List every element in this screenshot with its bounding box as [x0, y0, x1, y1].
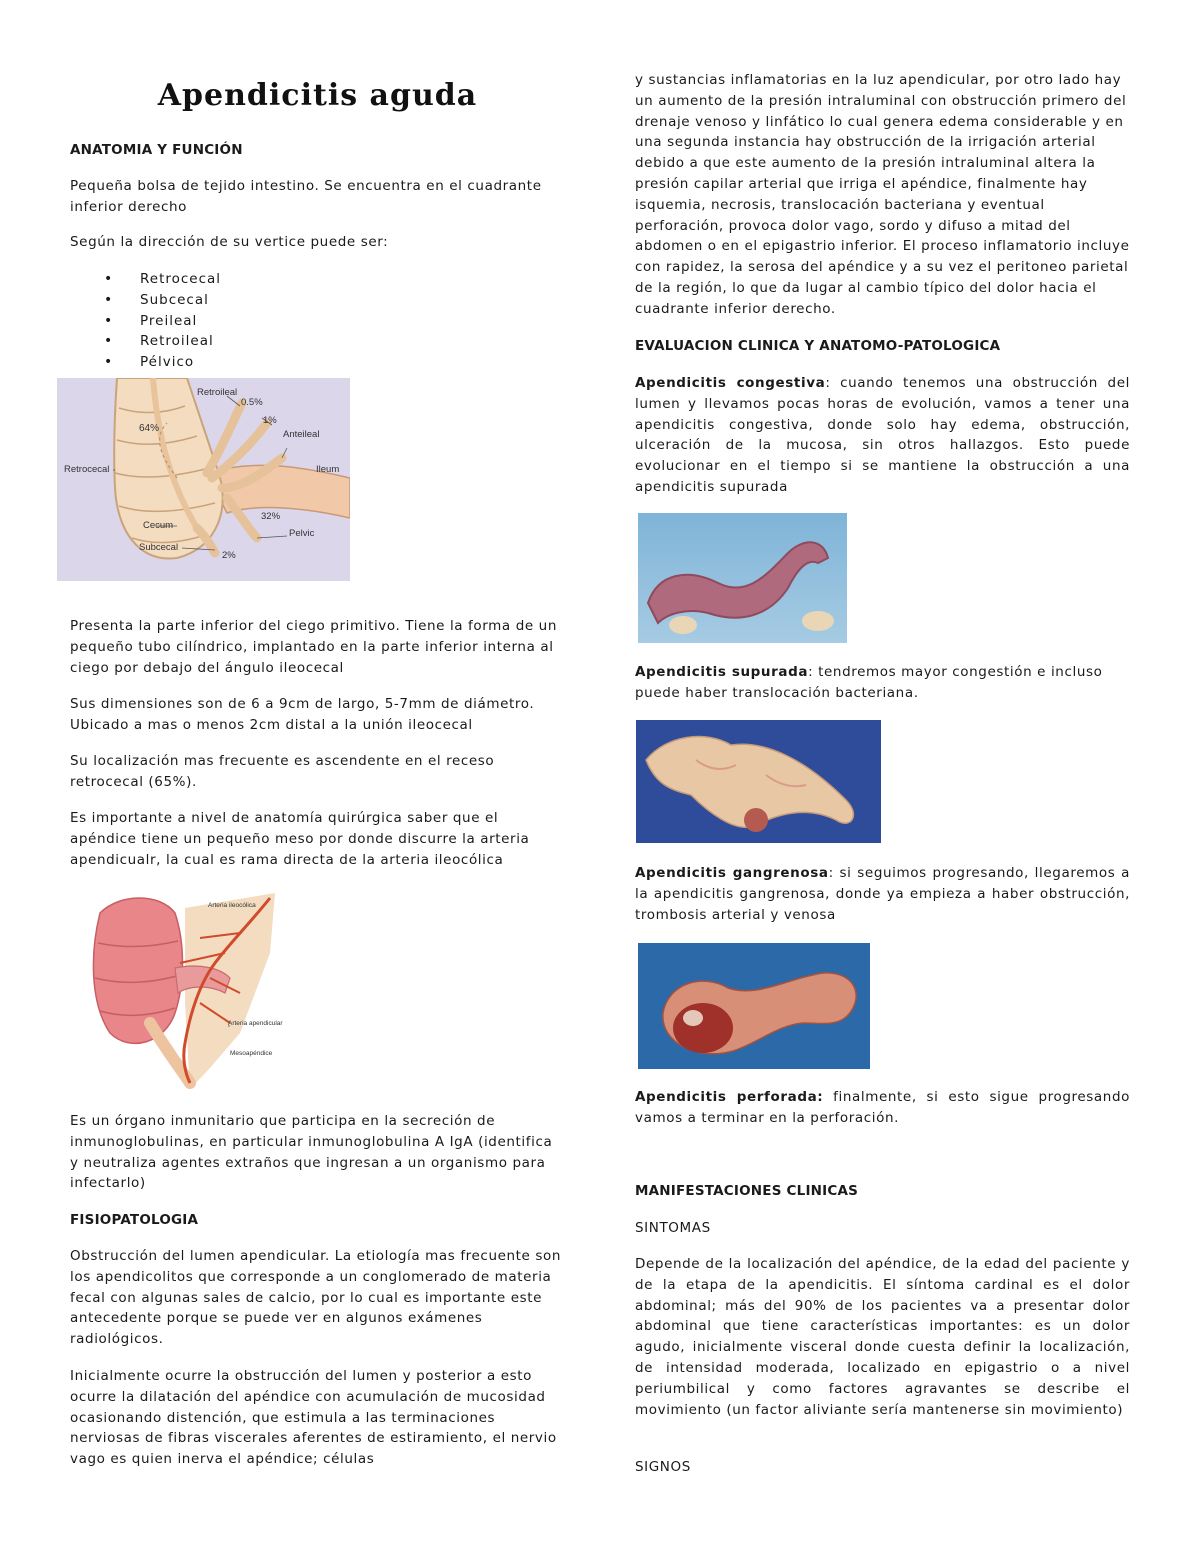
section-heading-evaluacion: EVALUACION CLINICA Y ANATOMO-PATOLOGICA	[635, 338, 1001, 354]
paragraph: Es importante a nivel de anatomía quirúrgica saber que el apéndice tiene un pequeño meso por donde discurre la arteria apendicualr, la cual es rama directa de la arteria ileocólica	[70, 810, 530, 868]
subheading-sintomas: SINTOMAS	[635, 1220, 711, 1236]
appendix-positions-diagram	[57, 378, 350, 581]
list-item: • Preileal	[70, 311, 565, 332]
subheading-signos: SIGNOS	[635, 1459, 691, 1475]
paragraph-congestiva: Apendicitis congestiva: cuando tenemos una obstrucción del lumen y llevamos pocas horas de evolución, vamos a tener una apendicitis congestiva, donde solo hay edema, obstrucción, ulceración de la mucosa, sin otros hallazgos. Esto puede evolucionar en el tiempo si se mantiene la obstrucción a una apendicitis supurada	[635, 375, 1130, 495]
congestive-appendix-image	[638, 513, 847, 643]
paragraph: Presenta la parte inferior del ciego primitivo. Tiene la forma de un pequeño tubo cilíndrico, implantado en la parte inferior interna al ciego por debajo del ángulo ileocecal	[70, 618, 557, 676]
paragraph: Según la dirección de su vertice puede ser:	[70, 234, 389, 250]
arterial-supply-diagram	[90, 893, 290, 1089]
paragraph: Inicialmente ocurre la obstrucción del lumen y posterior a esto ocurre la dilatación del apéndice con acumulación de mucosidad ocasionando distención, que estimula a las terminaciones nerviosas de fibras viscerales aferentes de estiramiento, el nervio vago es quien inerva el apéndice; células	[70, 1368, 557, 1468]
suppurative-appendix-image	[636, 720, 881, 843]
term-gangrenosa: Apendicitis gangrenosa	[635, 865, 829, 881]
term-supurada: Apendicitis supurada	[635, 664, 809, 680]
paragraph: Depende de la localización del apéndice, de la edad del paciente y de la etapa de la apendicitis. El síntoma cardinal es el dolor abdominal; más del 90% de los pacientes va a presentar dolor abdominal que tiene características importantes: es un dolor agudo, inicialmente visceral donde cuesta definir la localización, de intensidad moderada, localizado en epigastrio o a nivel periumbilical y como factores agravantes se describe el movimiento (un factor aliviante sería mantenerse sin movimiento)	[635, 1256, 1130, 1418]
list-item: • Retrocecal	[70, 269, 565, 290]
paragraph: Su localización mas frecuente es ascendente en el receso retrocecal (65%).	[70, 753, 495, 790]
label-arteria-ileocolica: Arteria ileocólica	[208, 902, 256, 909]
arterial-supply-figure	[90, 893, 290, 1089]
term-perforada: Apendicitis perforada:	[635, 1089, 824, 1105]
label-anteileal: Anteileal	[283, 429, 320, 440]
appendix-positions-figure	[57, 378, 350, 581]
paragraph: Pequeña bolsa de tejido intestino. Se encuentra en el cuadrante inferior derecho	[70, 178, 542, 215]
position-list	[70, 269, 565, 373]
label-pct-1: 1%	[263, 415, 277, 426]
paragraph-supurada: Apendicitis supurada: tendremos mayor congestión e incluso puede haber translocación bacteriana.	[635, 664, 1103, 701]
list-item: • Pélvico	[70, 352, 565, 373]
list-item: • Subcecal	[70, 290, 565, 311]
label-pct-32: 32%	[261, 511, 281, 522]
label-subcecal: Subcecal	[139, 542, 179, 553]
paragraph-perforada: Apendicitis perforada: finalmente, si esto sigue progresando vamos a terminar en la perforación.	[635, 1089, 1130, 1126]
suppurative-appendix-photo	[636, 720, 881, 843]
paragraph: Obstrucción del lumen apendicular. La etiología mas frecuente son los apendicolitos que corresponde a un conglomerado de materia fecal con algunas sales de calcio, por lo cual es importante este antecedente porque se puede ver en algunos exámenes radiológicos.	[70, 1248, 562, 1348]
paragraph: Sus dimensiones son de 6 a 9cm de largo, 5-7mm de diámetro.	[70, 696, 535, 712]
label-retrocecal: Retrocecal	[64, 464, 110, 475]
label-ileum: Ileum	[316, 464, 340, 475]
list-item: • Retroileal	[70, 331, 565, 352]
label-pct-05: 0.5%	[241, 397, 263, 408]
label-retroileal: Retroileal	[197, 387, 238, 398]
label-cecum: Cecum	[143, 520, 174, 531]
congestive-appendix-photo	[638, 513, 847, 643]
label-pelvic: Pelvic	[289, 528, 315, 539]
paragraph: Es un órgano inmunitario que participa en la secreción de inmunoglobulinas, en particular inmunoglobulina A IgA (identifica y neutraliza agentes extraños que ingresan a un organismo para infectarlo)	[70, 1113, 553, 1192]
label-pct-64: 64%	[139, 423, 160, 434]
section-heading-fisiopatologia: FISIOPATOLOGIA	[70, 1212, 199, 1228]
term-congestiva: Apendicitis congestiva	[635, 375, 826, 391]
paragraph: Ubicado a mas o menos 2cm distal a la unión ileocecal	[70, 717, 473, 733]
label-arteria-apendicular: Arteria apendicular	[228, 1020, 283, 1027]
page-title: Apendicitis aguda	[157, 78, 478, 113]
label-mesoapendice: Mesoapéndice	[230, 1050, 273, 1057]
label-pct-2: 2%	[222, 550, 236, 561]
section-heading-anatomia: ANATOMIA Y FUNCIÓN	[70, 142, 243, 158]
paragraph-gangrenosa: Apendicitis gangrenosa: si seguimos progresando, llegaremos a la apendicitis gangrenosa, donde ya empieza a haber obstrucción, trombosis arterial y venosa	[635, 865, 1130, 923]
gangrenous-appendix-photo	[638, 943, 870, 1069]
gangrenous-appendix-image	[638, 943, 870, 1069]
paragraph: y sustancias inflamatorias en la luz apendicular, por otro lado hay un aumento de la presión intraluminal con obstrucción primero del drenaje venoso y linfático lo cual genera edema considerable y en una segunda instancia hay obstrucción de la irrigación arterial debido a que este aumento de la presión intraluminal altera la presión capilar arterial que irriga el apéndice, finalmente hay isquemia, necrosis, translocación bacteriana y eventual perforación, provoca dolor vago, sordo y difuso a mitad del abdomen o en el epigastrio inferior. El proceso inflamatorio incluye con rapidez, la serosa del apéndice y a su vez el peritoneo parietal de la región, lo que da lugar al cambio típico del dolor hacia el cuadrante inferior derecho.	[635, 72, 1130, 317]
section-heading-manifestaciones: MANIFESTACIONES CLINICAS	[635, 1183, 859, 1199]
